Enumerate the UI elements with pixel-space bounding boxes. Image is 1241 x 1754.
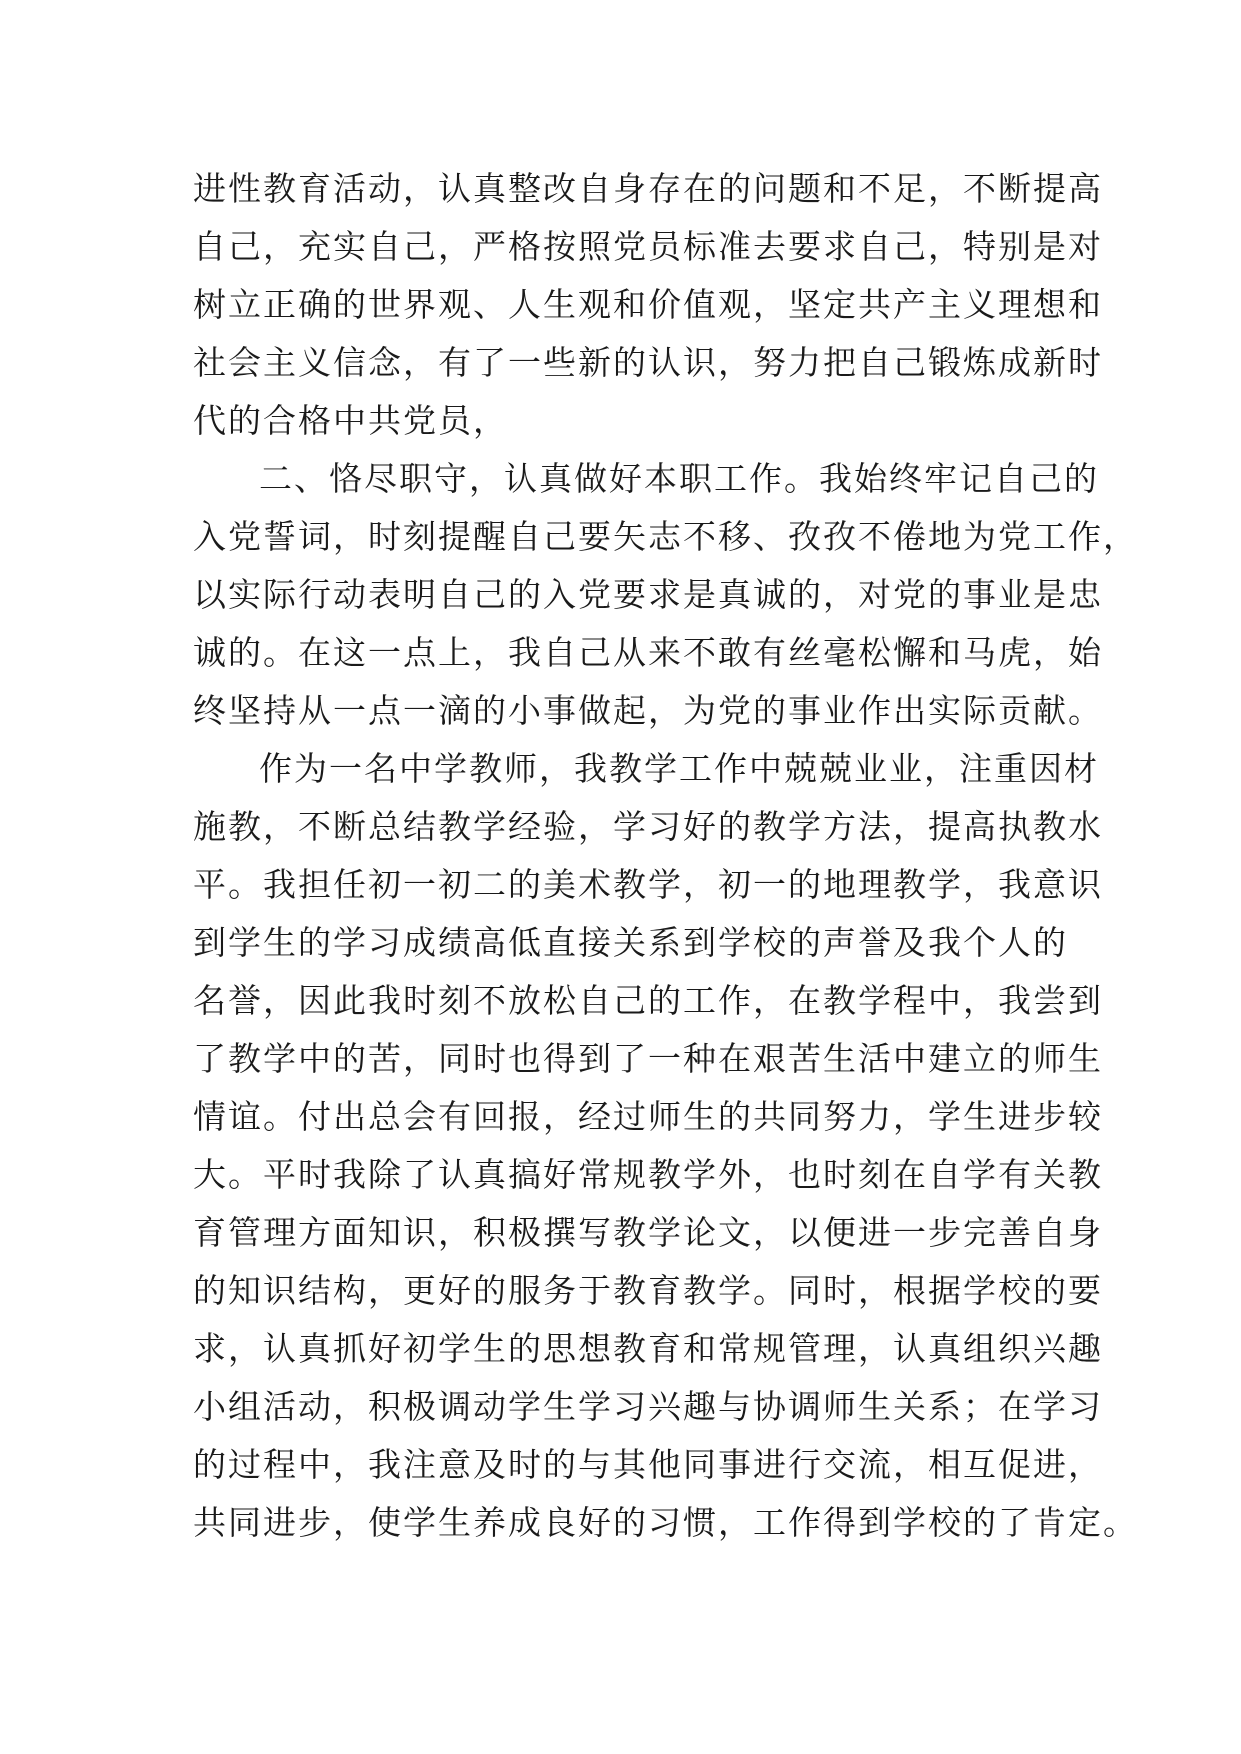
paragraph-duty (193, 450, 1138, 740)
text-line: 育管理方面知识，积极撰写教学论文，以便进一步完善自身 (193, 1213, 1103, 1252)
text-line: 二、恪尽职守，认真做好本职工作。我始终牢记自己的 (259, 459, 1099, 498)
text-line: 共同进步，使学生养成良好的习惯，工作得到学校的了肯定。 (193, 1503, 1138, 1542)
text-line: 到学生的学习成绩高低直接关系到学校的声誉及我个人的 (193, 923, 1068, 962)
text-line: 名誉，因此我时刻不放松自己的工作，在教学程中，我尝到 (193, 981, 1103, 1020)
text-line: 小组活动，积极调动学生学习兴趣与协调师生关系；在学习 (193, 1387, 1103, 1426)
text-line: 自己，充实自己，严格按照党员标准去要求自己，特别是对 (193, 227, 1103, 266)
text-line: 代的合格中共党员， (193, 401, 508, 440)
paragraph-party-education (193, 160, 1103, 450)
text-line: 社会主义信念，有了一些新的认识，努力把自己锻炼成新时 (193, 343, 1103, 382)
text-line: 施教，不断总结教学经验，学习好的教学方法，提高执教水 (193, 807, 1103, 846)
text-line: 树立正确的世界观、人生观和价值观，坚定共产主义理想和 (193, 285, 1103, 324)
text-line: 入党誓词，时刻提醒自己要矢志不移、孜孜不倦地为党工作， (193, 517, 1138, 556)
text-line: 了教学中的苦，同时也得到了一种在艰苦生活中建立的师生 (193, 1039, 1103, 1078)
text-line: 的过程中，我注意及时的与其他同事进行交流，相互促进， (193, 1445, 1103, 1484)
text-line: 进性教育活动，认真整改自身存在的问题和不足，不断提高 (193, 169, 1103, 208)
text-line: 以实际行动表明自己的入党要求是真诚的，对党的事业是忠 (193, 575, 1103, 614)
text-line: 求，认真抓好初学生的思想教育和常规管理，认真组织兴趣 (193, 1329, 1103, 1368)
text-line: 平。我担任初一初二的美术教学，初一的地理教学，我意识 (193, 865, 1103, 904)
text-line: 大。平时我除了认真搞好常规教学外，也时刻在自学有关教 (193, 1155, 1103, 1194)
text-line: 终坚持从一点一滴的小事做起，为党的事业作出实际贡献。 (193, 691, 1103, 730)
text-line: 诚的。在这一点上，我自己从来不敢有丝毫松懈和马虎，始 (193, 633, 1103, 672)
text-line: 的知识结构，更好的服务于教育教学。同时，根据学校的要 (193, 1271, 1103, 1310)
document-body (193, 160, 1138, 1552)
text-line: 情谊。付出总会有回报，经过师生的共同努力，学生进步较 (193, 1097, 1103, 1136)
paragraph-teaching (193, 740, 1138, 1552)
text-line: 作为一名中学教师，我教学工作中兢兢业业，注重因材 (259, 749, 1099, 788)
